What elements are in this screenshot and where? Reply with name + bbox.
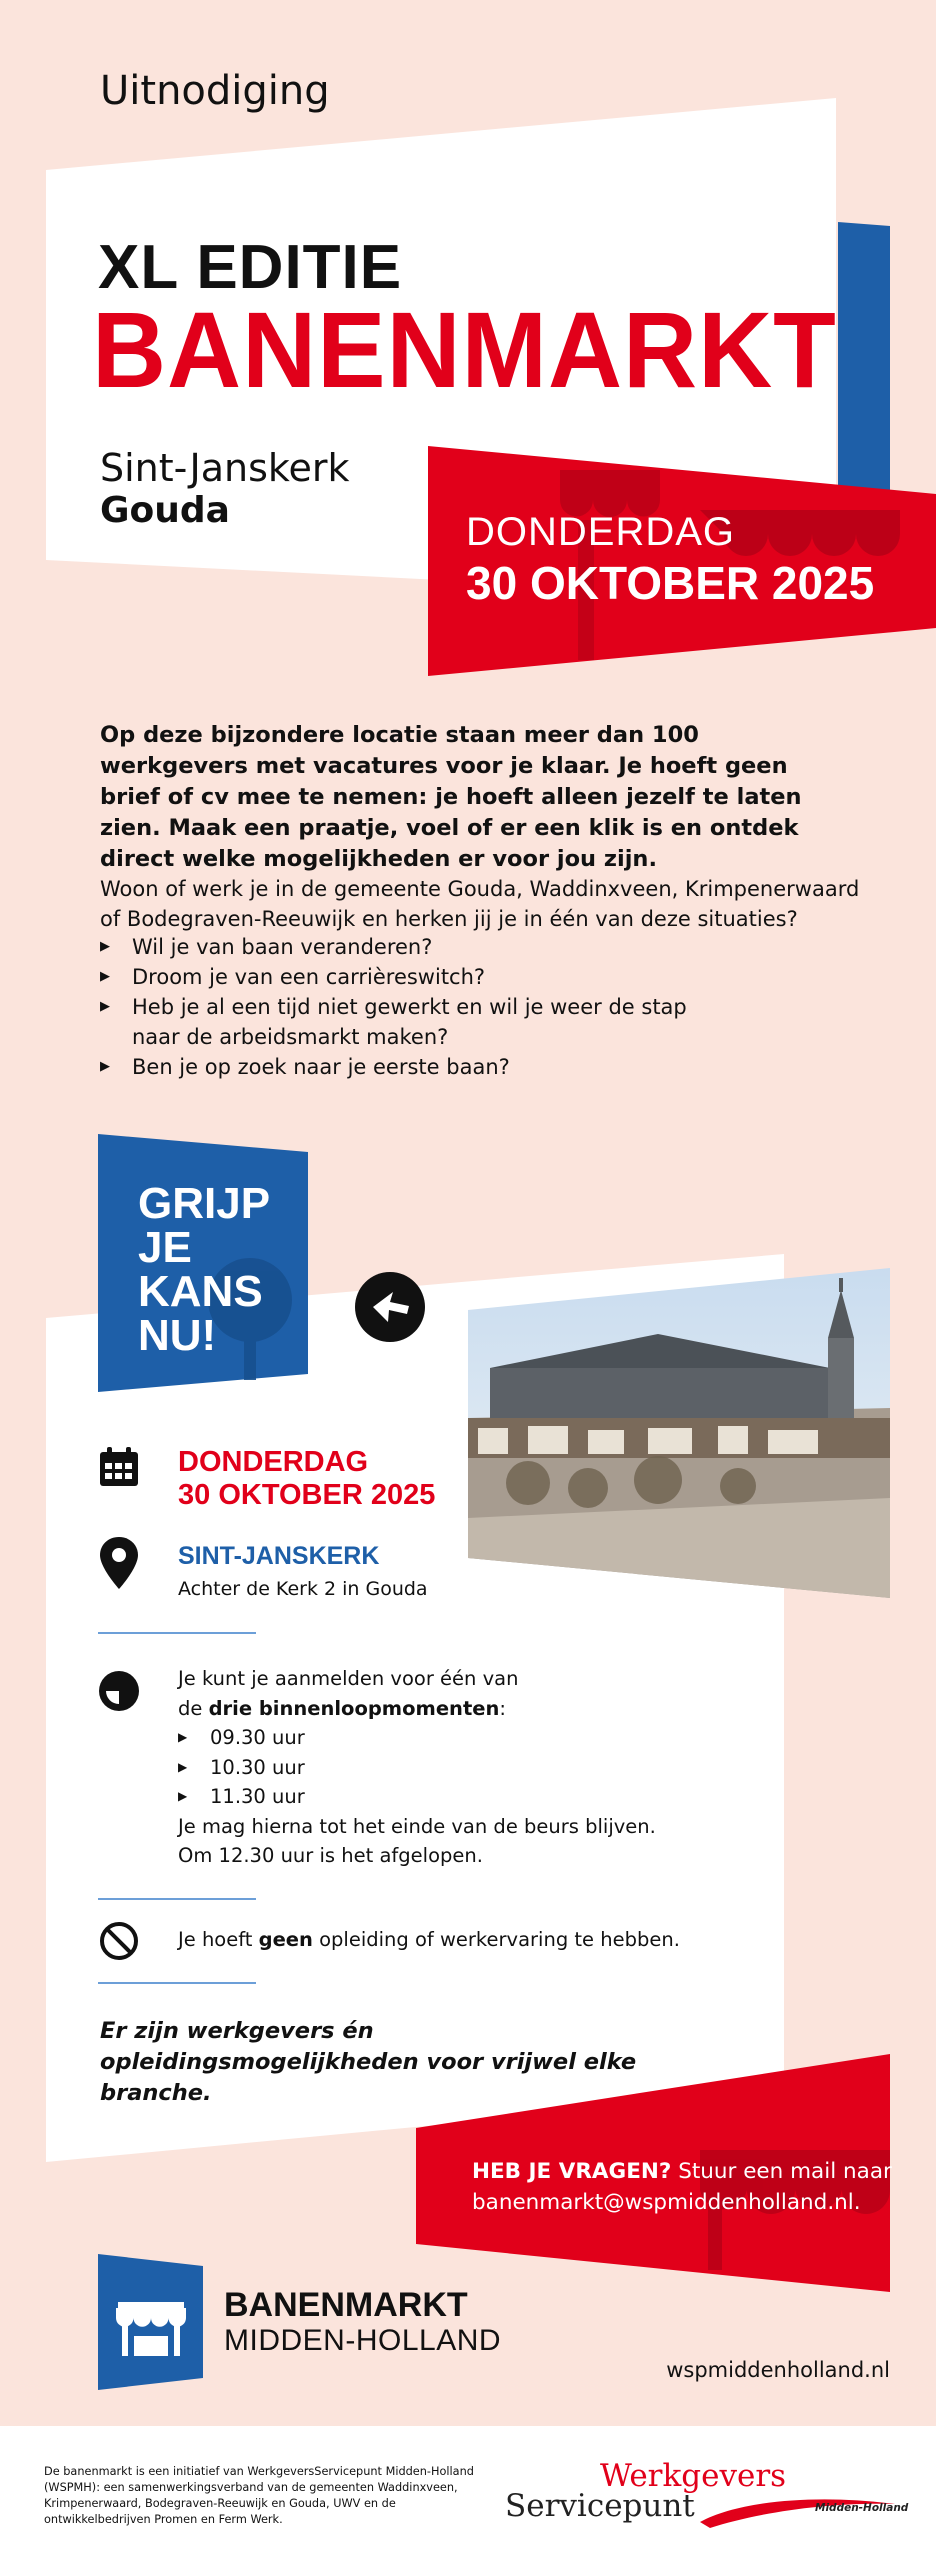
questions-block: [472, 2156, 892, 2218]
clock-icon: [98, 1670, 140, 1712]
cta-line: JE: [138, 1223, 192, 1272]
event-date-day: DONDERDAG: [178, 1446, 369, 1478]
list-item: ▶ Heb je al een tijd niet gewerkt en wil je weer de stap naar de arbeidsmarkt maken?: [100, 992, 712, 1052]
end-note: Om 12.30 uur is het afgelopen.: [178, 1844, 483, 1867]
list-item: ▶ 11.30 uur: [178, 1782, 738, 1812]
no-req-after: opleiding of werkervaring te hebben.: [312, 1928, 680, 1951]
divider: [98, 1632, 256, 1634]
banenmarkt-logo-icon: [98, 2254, 203, 2390]
church-photo: [468, 1268, 890, 1598]
no-req-before: Je hoeft: [178, 1928, 259, 1951]
intro-question: Woon of werk je in de gemeente Gouda, Waddinxveen, Krimpenerwaard of Bodegraven-Reeuwijk en herken jij je in één van deze situaties?: [100, 877, 860, 931]
arrow-left-icon: [355, 1272, 425, 1342]
cta-line: GRIJP: [138, 1179, 271, 1228]
event-date-full: 30 OKTOBER 2025: [178, 1479, 436, 1511]
invitation-label: Uitnodiging: [100, 68, 330, 114]
date-full-header: 30 OKTOBER 2025: [466, 557, 875, 609]
signup-bold: drie binnenloopmomenten: [208, 1696, 500, 1720]
event-date: [178, 1446, 435, 1512]
questions-heading: HEB JE VRAGEN?: [472, 2159, 672, 2184]
venue-name: SINT-JANSKERK: [178, 1542, 380, 1570]
location-pin-icon: [100, 1537, 138, 1589]
employers-note: Er zijn werkgevers én opleidingsmogelijkheden voor vrijwel elke branche.: [100, 2018, 637, 2106]
signup-colon: :: [499, 1696, 506, 1720]
footer-note: De banenmarkt is een initiatief van WerkgeversServicepunt Midden-Holland (WSPMH): een samenwerkingsverband van de gemeenten Waddinxveen, Krimpenerwaard, Bodegraven-Reeuwijk en Gouda, UWV en de ontwikkelbedrijven Promen en Ferm Werk.: [44, 2465, 474, 2526]
calendar-icon: [98, 1446, 140, 1488]
signup-line-2: [178, 1694, 738, 1724]
page-title: BANENMARKT: [92, 289, 837, 410]
brand-region: Midden-Holland: [815, 2502, 909, 2514]
intro-lead: Op deze bijzondere locatie staan meer dan 100 werkgevers met vacatures voor je klaar. Je hoeft geen brief of cv mee te nemen: je hoeft alleen jezelf te laten zien. Maak een praatje, voel of er een klik is en ontdek direct welke mogelijkheden er voor jou zijn.: [100, 722, 802, 872]
location-venue: Sint-Janskerk: [100, 446, 350, 490]
brand-line-1: Werkgevers: [600, 2458, 787, 2494]
no-req-bold: geen: [258, 1928, 313, 1951]
divider: [98, 1982, 256, 1984]
signup-de: de: [178, 1696, 209, 1720]
cta-block: [138, 1179, 271, 1360]
list-item: ▶ Droom je van een carrièreswitch?: [100, 962, 860, 992]
list-item: ▶ 10.30 uur: [178, 1753, 738, 1783]
time-slots: [178, 1664, 738, 1871]
signup-line: Je kunt je aanmelden voor één van: [178, 1667, 519, 1690]
prohibited-icon: [98, 1920, 140, 1962]
stay-note: Je mag hierna tot het einde van de beurs blijven.: [178, 1814, 656, 1838]
website-link[interactable]: wspmiddenholland.nl: [666, 2358, 890, 2382]
logo-subtitle: MIDDEN-HOLLAND: [224, 2324, 502, 2357]
cta-line: KANS: [138, 1267, 263, 1316]
edition-title: XL EDITIE: [98, 233, 403, 302]
date-day-header: DONDERDAG: [466, 510, 736, 554]
location-city: Gouda: [100, 490, 230, 531]
time-list: [178, 1723, 738, 1812]
divider: [98, 1898, 256, 1900]
brand-line-2: Servicepunt: [505, 2488, 695, 2524]
cta-line: NU!: [138, 1311, 217, 1360]
no-requirement-note: [178, 1928, 680, 1951]
list-item: ▶ Ben je op zoek naar je eerste baan?: [100, 1052, 860, 1082]
logo-title: BANENMARKT: [224, 2286, 468, 2324]
list-item: ▶ Wil je van baan veranderen?: [100, 932, 860, 962]
situation-list: [100, 932, 860, 1082]
questions-text: Stuur een mail naar banenmarkt@wspmiddenholland.nl.: [472, 2159, 892, 2215]
venue-address: Achter de Kerk 2 in Gouda: [178, 1578, 428, 1600]
list-item: ▶ 09.30 uur: [178, 1723, 738, 1753]
